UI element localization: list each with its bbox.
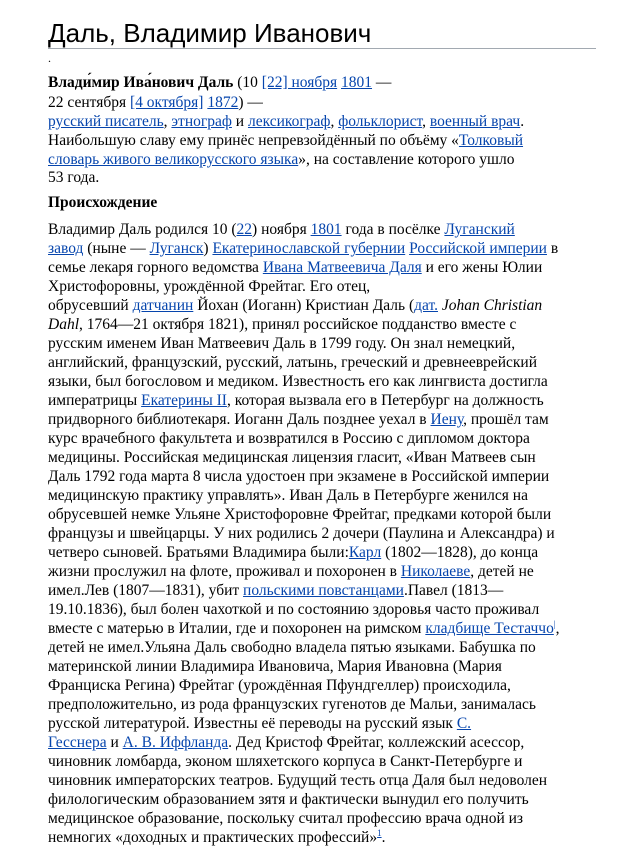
italic-text: Dahl	[48, 316, 79, 333]
text-line	[48, 638, 536, 658]
text-run: жизни прослужил на флоте, проживал и похоронен в	[48, 563, 401, 580]
text-run: 53 года.	[48, 169, 100, 186]
text-run: , детей не	[470, 563, 534, 580]
text-run: медицинское образование, поскольку считал профессию врача одной из	[48, 810, 524, 827]
wiki-link[interactable]: Луганск	[149, 240, 204, 257]
text-run: .Павел (1813—	[403, 582, 504, 599]
text-line	[48, 771, 547, 791]
wiki-link[interactable]: военный врач	[429, 113, 521, 130]
text-line	[48, 93, 263, 113]
text-run: детей не имел.Ульяна Даль свободно владела пятью языками. Бабушка по	[48, 639, 536, 656]
wiki-link[interactable]: 22	[236, 221, 253, 238]
text-run: Даль 1792 года марта 8 числа удостоен при экзамене в Российской империи	[48, 468, 550, 485]
text-line	[48, 581, 503, 601]
text-line	[48, 828, 385, 848]
wiki-link[interactable]: [22] ноября	[261, 74, 338, 91]
text-run: (ныне —	[83, 240, 150, 257]
text-run: русской литературой. Известны её переводы на русский язык	[48, 715, 457, 732]
text-run: медицины. Российская медицинская лицензия гласит, «Иван Матвеев сын	[48, 449, 536, 466]
text-run: французы и швейцарцы. У них родились 2 дочери (Паулина и Александра) и	[48, 525, 555, 542]
text-run: Йохан (Иоганн) Кристиан Даль (	[193, 297, 415, 314]
footnote-ref[interactable]: |	[553, 618, 556, 629]
text-line	[48, 168, 99, 188]
text-line	[48, 467, 549, 487]
text-run: . Дед Кристоф Фрейтаг, коллежский асессор,	[228, 734, 525, 751]
text-run: ,	[422, 113, 430, 130]
text-line	[48, 296, 542, 316]
text-line	[48, 562, 534, 582]
text-run: обрусевший	[48, 297, 133, 314]
text-run: имел.Лев (1807—1831), убит	[48, 582, 244, 599]
wiki-link[interactable]: Екатеринославской губернии	[212, 240, 406, 257]
text-line	[48, 657, 502, 677]
wiki-link[interactable]: этнограф	[171, 113, 232, 130]
stray-dot: .	[48, 51, 51, 65]
text-run: вместе с матерью в Италии, где и похоронен на римском	[48, 620, 426, 637]
text-line	[48, 315, 516, 335]
text-line	[48, 543, 538, 563]
wiki-link[interactable]: датчанин	[132, 297, 194, 314]
text-line	[48, 733, 524, 753]
text-run: .	[381, 829, 386, 846]
text-run: Франциска Регина) Фрейтаг (урождённая Пфундгеллер) происходила,	[48, 677, 511, 694]
text-line	[48, 410, 549, 430]
text-line	[48, 258, 542, 278]
text-run: в	[546, 240, 559, 257]
text-line	[48, 714, 471, 734]
text-run: семье лекаря горного ведомства	[48, 259, 263, 276]
text-run: русским именем Иван Матвеевич Даль в 1799 году. Он знал немецкий,	[48, 335, 516, 352]
text-run: английский, французский, русский, латынь, греческий и древнееврейский	[48, 354, 537, 371]
text-run: 22 сентября	[48, 94, 130, 111]
wiki-link[interactable]: 1801	[310, 221, 342, 238]
text-run: четверо сыновей. Братьями Владимира были:	[48, 544, 349, 561]
text-run: и	[231, 113, 248, 130]
text-line	[48, 695, 536, 715]
italic-text: Johan Christian	[441, 297, 543, 314]
section-heading-origin: Происхождение	[48, 194, 158, 211]
wiki-link[interactable]: фольклорист	[338, 113, 423, 130]
wiki-link[interactable]: Иену	[430, 411, 464, 428]
wiki-link[interactable]: С.	[456, 715, 472, 732]
text-line	[48, 676, 511, 696]
wiki-link[interactable]: лексикограф	[247, 113, 331, 130]
text-run: и	[106, 734, 123, 751]
text-run: —	[372, 74, 392, 91]
text-line	[48, 131, 523, 151]
text-line	[48, 619, 560, 639]
text-line	[48, 277, 370, 297]
wiki-link[interactable]: 1872	[207, 94, 239, 111]
text-run: .	[520, 113, 525, 130]
text-run: (10	[233, 74, 262, 91]
wiki-link[interactable]: А. В. Иффланда	[122, 734, 229, 751]
text-run: курс врачебного факультета и возвратился в Россию с дипломом доктора	[48, 430, 530, 447]
bold-term: Влади́мир Ива́нович Даль	[48, 74, 234, 91]
text-line	[48, 448, 536, 468]
text-run: 19.10.1836), был болен чахоткой и по состоянию здоровья часто проживал	[48, 601, 540, 618]
text-run: Христофоровны, урождённой Фрейтаг. Его отец,	[48, 278, 371, 295]
text-line	[48, 429, 530, 449]
wiki-link[interactable]: Николаеве	[400, 563, 471, 580]
wiki-link[interactable]: дат.	[414, 297, 438, 314]
text-run: ,	[330, 113, 339, 130]
text-run: ,	[555, 620, 560, 637]
text-line	[48, 239, 558, 259]
wiki-link[interactable]: Екатерины II	[141, 392, 227, 409]
wiki-link[interactable]: Ивана Матвеевича Даля	[262, 259, 422, 276]
text-run: (1802—1828), до конца	[381, 544, 539, 561]
wiki-link[interactable]: 1801	[341, 74, 373, 91]
text-line	[48, 73, 391, 93]
text-line	[48, 486, 528, 506]
text-run: Наибольшую славу ему принёс непревзойдённый по объёму «	[48, 132, 459, 149]
text-line	[48, 809, 523, 829]
text-line	[48, 334, 515, 354]
text-run: предположительно, из рода французских гугенотов де Мальи, занималась	[48, 696, 536, 713]
text-run: )	[203, 240, 213, 257]
text-run: филологическим образованием зятя и фактически вынудил его получить	[48, 791, 529, 808]
text-run: чиновник императорских театров. Будущий тесть отца Даля был недоволен	[48, 772, 548, 789]
text-run: ) ноября	[252, 221, 311, 238]
text-line	[48, 353, 537, 373]
text-line	[48, 524, 555, 544]
text-run: года в посёлке	[341, 221, 445, 238]
text-line	[48, 391, 544, 411]
text-run: ) —	[238, 94, 263, 111]
wiki-link[interactable]: завод	[48, 240, 84, 257]
text-run: », на составление которого ушло	[298, 151, 515, 168]
text-line	[48, 752, 522, 772]
text-run: Владимир Даль родился 10 (	[48, 221, 237, 238]
footnote-ref[interactable]: 1	[377, 827, 382, 838]
text-line	[48, 150, 514, 170]
text-line	[48, 600, 539, 620]
wiki-link[interactable]: [4 октября]	[129, 94, 204, 111]
text-run: , 1764—21 октября 1821), принял российское подданство вместе с	[79, 316, 517, 333]
text-run: материнской линии Владимира Ивановича, Мария Ивановна (Мария	[48, 658, 502, 675]
text-run: немногих «доходных и практических профессий»	[48, 829, 378, 846]
wiki-link[interactable]: русский писатель	[48, 113, 164, 130]
text-run: , прошёл там	[463, 411, 549, 428]
text-run: языки, был богословом и медиком. Известность его как лингвиста достигла	[48, 373, 548, 390]
wiki-link[interactable]: кладбище Тестаччо	[425, 620, 554, 637]
text-line	[48, 112, 524, 132]
text-line	[48, 372, 548, 392]
text-run: обрусевшей немке Ульяне Христофоровне Фрейтаг, предками которой были	[48, 506, 552, 523]
wiki-link[interactable]: Карл	[348, 544, 382, 561]
text-run: чиновник ломбарда, эконом шляхетского корпуса в Санкт-Петербурге и	[48, 753, 523, 770]
text-run: , которая вызвала его в Петербург на должность	[226, 392, 544, 409]
wiki-link[interactable]: Российской империи	[409, 240, 547, 257]
text-line	[48, 220, 515, 240]
text-line	[48, 505, 551, 525]
text-run: ,	[163, 113, 172, 130]
text-run: медицинскую практику управлять». Иван Даль в Петербурге женился на	[48, 487, 528, 504]
text-run: и его жены Юлии	[421, 259, 543, 276]
text-run: императрицы	[48, 392, 142, 409]
text-line	[48, 790, 529, 810]
wiki-link[interactable]: польскими повстанцами	[243, 582, 404, 599]
wiki-link[interactable]: Гесснера	[48, 734, 107, 751]
title-divider	[48, 48, 596, 49]
wiki-link[interactable]: Толковый	[458, 132, 524, 149]
wiki-link[interactable]: словарь живого великорусского языка	[48, 151, 299, 168]
text-run: придворного библиотекаря. Иоганн Даль позднее уехал в	[48, 411, 431, 428]
wiki-link[interactable]: Луганский	[444, 221, 515, 238]
page-title: Даль, Владимир Иванович	[48, 18, 372, 48]
